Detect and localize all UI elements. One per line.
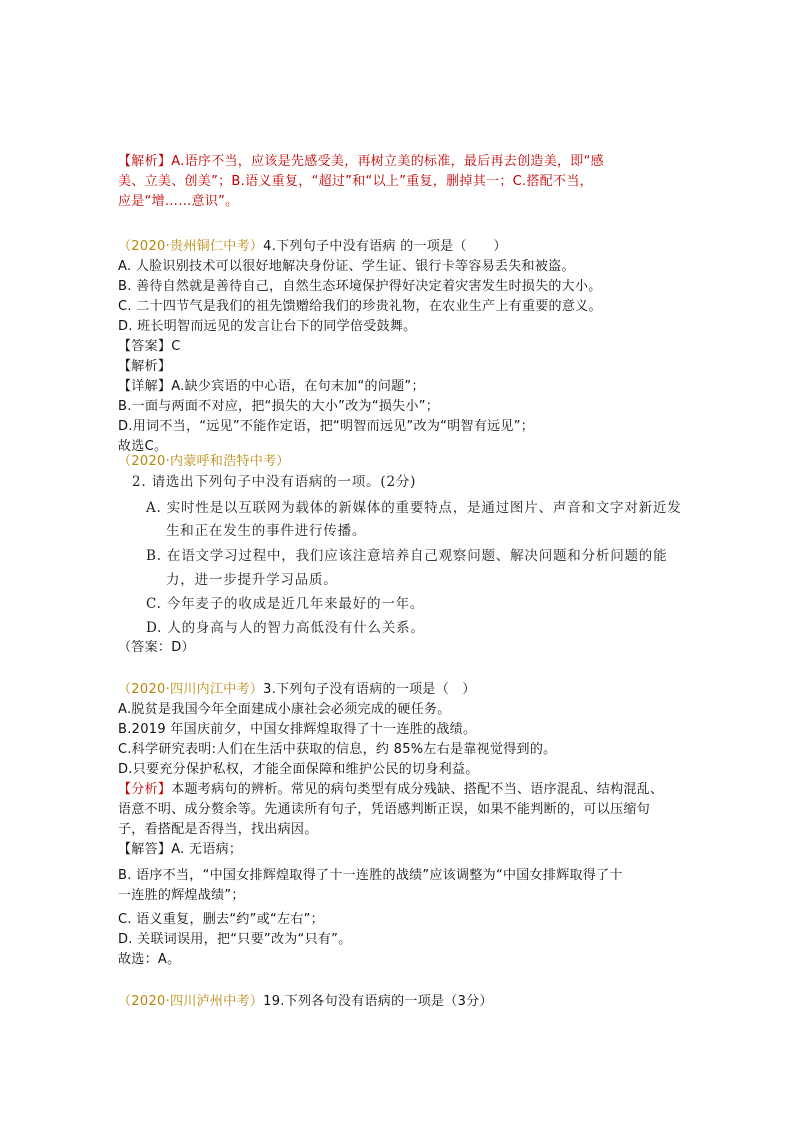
fenxi-tag: 【分析】 [118, 782, 172, 797]
answer-value: C [171, 339, 181, 354]
detail-line-2: B.一面与两面不对应，把“损失的大小”改为“损失小”； [118, 399, 440, 414]
answer-line-hohhot: （答案：D） [118, 640, 195, 655]
option-d: D.只要充分保护私权，才能全面保障和维护公民的切身利益。 [118, 762, 479, 777]
question-text: 3.下列句子没有语病的一项是（ ） [263, 682, 476, 697]
fenxi-line-3: 子，看搭配是否得当，找出病因。 [118, 822, 318, 837]
jieda-line-1: 【解答】A. 无语病； [118, 842, 243, 857]
jieda-line-6: 故选：A。 [118, 952, 181, 967]
question-header-tongren [118, 237, 507, 257]
question-source-hohhot: （2020·内蒙呼和浩特中考） [118, 454, 290, 469]
fenxi-line-2: 语意不明、成分赘余等。先通读所有句子，凭语感判断正误，如果不能判断的，可以压缩句 [118, 802, 651, 817]
question-source: （2020·贵州铜仁中考） [118, 239, 264, 254]
fenxi-line-1: 【分析】本题考病句的辨析。常见的病句类型有成分残缺、搭配不当、语序混乱、结构混乱、 [118, 782, 664, 797]
scanned-option-b-line-2: 力，进一步提升学习品质。 [166, 572, 338, 588]
detail-line-3: D.用词不当，“远见”不能作定语，把“明智而远见”改为“明智有远见”； [118, 419, 535, 434]
scanned-question-text: 2. 请选出下列句子中没有语病的一项。(2分) [132, 474, 417, 490]
option-b: B.2019 年国庆前夕，中国女排辉煌取得了十一连胜的战绩。 [118, 722, 477, 737]
analysis-tag: 【解析】 [118, 154, 172, 169]
detail-line-4: 故选C。 [118, 439, 168, 454]
jieda-line-2: B. 语序不当，“中国女排辉煌取得了十一连胜的战绩”应该调整为“中国女排辉取得了十 [118, 868, 623, 883]
option-a: A.脱贫是我国今年全面建成小康社会必须完成的硬任务。 [118, 702, 451, 717]
scanned-option-b-line-1: B. 在语文学习过程中，我们应该注意培养自己观察问题、解决问题和分析问题的能 [146, 548, 668, 564]
question-header-neijiang [118, 680, 476, 700]
option-d: D. 班长明智而远见的发言让台下的同学倍受鼓舞。 [118, 319, 417, 334]
question-source: （2020·四川泸州中考） [118, 994, 264, 1009]
answer-tag: 【答案】 [118, 339, 172, 354]
question-text: 19.下列各句没有语病的一项是（3分） [263, 994, 493, 1009]
option-a: A. 人脸识别技术可以很好地解决身份证、学生证、银行卡等容易丢失和被盗。 [118, 259, 575, 274]
analysis-line-3: 应是“增……意识”。 [118, 194, 239, 209]
scanned-option-d: D. 人的身高与人的智力高低没有什么关系。 [146, 620, 425, 636]
analysis-line-2: 美、立美、创美”；B.语义重复，“超过”和“以上”重复，删掉其一；C.搭配不当， [118, 174, 593, 189]
analysis-line-1: 【解析】A.语序不当，应该是先感受美，再树立美的标准，最后再去创造美，即“感 [118, 154, 604, 169]
detail-tag: 【详解】 [118, 379, 172, 394]
analysis-tag-line: 【解析】 [118, 359, 172, 374]
scanned-option-a-line-1: A. 实时性是以互联网为载体的新媒体的重要特点，是通过图片、声音和文字对新近发 [146, 500, 682, 516]
jieda-line-4: C. 语义重复，删去“约”或“左右”； [118, 912, 324, 927]
question-text: 4.下列句子中没有语病 的一项是（ ） [263, 239, 507, 254]
jieda-line-5: D. 关联词误用，把“只要”改为“只有”。 [118, 932, 352, 947]
scanned-option-c: C. 今年麦子的收成是近几年来最好的一年。 [146, 596, 425, 612]
option-c: C.科学研究表明:人们在生活中获取的信息，约 85%左右是靠视觉得到的。 [118, 742, 557, 757]
scanned-option-a-line-2: 生和正在发生的事件进行传播。 [166, 523, 367, 539]
answer-line [118, 337, 181, 357]
question-source: （2020·四川内江中考） [118, 682, 264, 697]
question-header-luzhou [118, 992, 493, 1012]
jieda-tag: 【解答】 [118, 842, 172, 857]
detail-line-1: 【详解】A.缺少宾语的中心语，在句末加“的问题”； [118, 379, 425, 394]
option-c: C. 二十四节气是我们的祖先馈赠给我们的珍贵礼物，在农业生产上有重要的意义。 [118, 299, 602, 314]
jieda-line-3: 一连胜的辉煌战绩”； [118, 888, 245, 903]
option-b: B. 善待自然就是善待自己，自然生态环境保护得好决定着灾害发生时损失的大小。 [118, 279, 602, 294]
